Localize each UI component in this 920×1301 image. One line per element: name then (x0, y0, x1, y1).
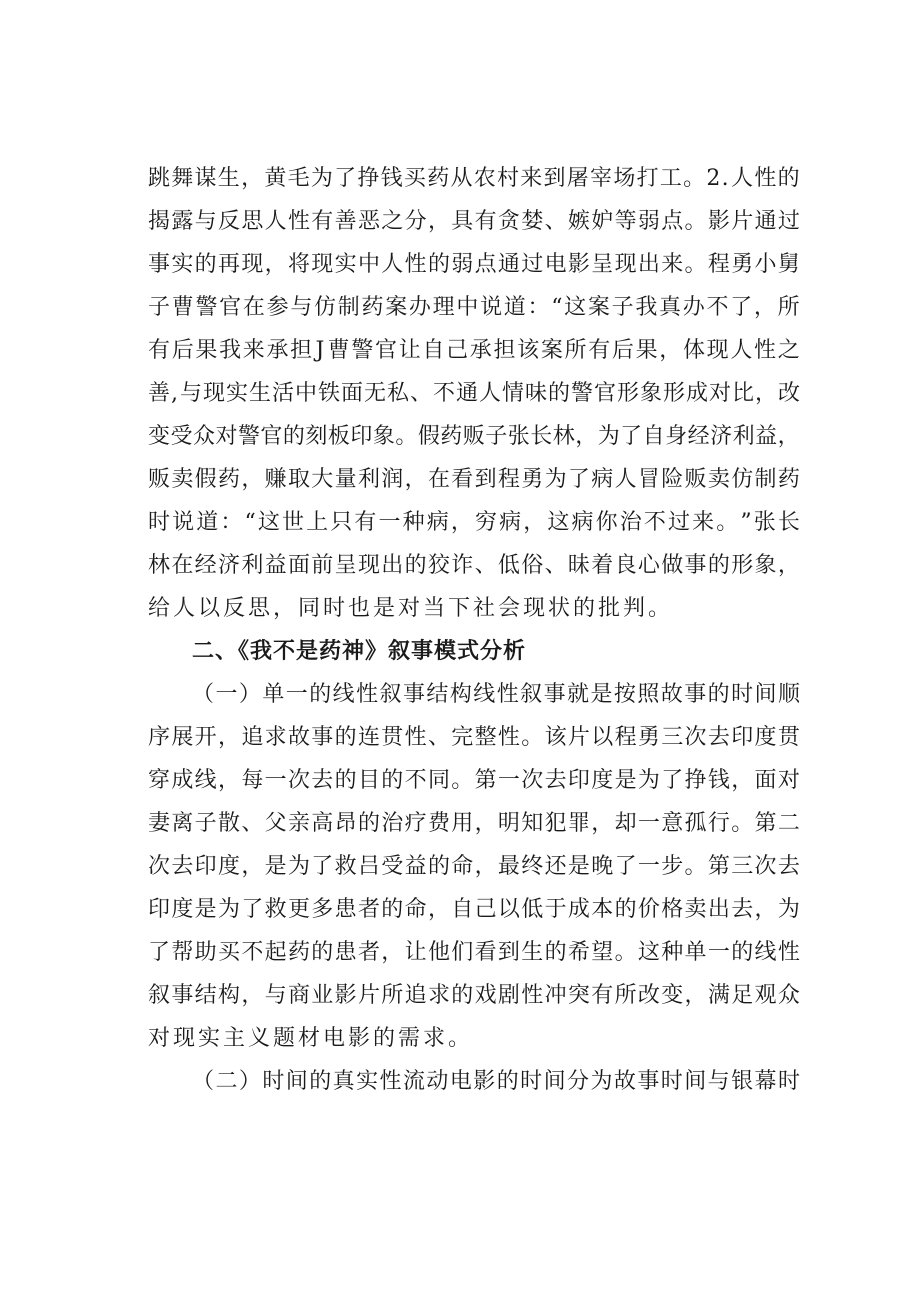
text-line: 林 在 经 济 利 益 面 前 呈 现 出 的 狡 诈 、 低 俗 、 昧 着 良 心 做 事 的 形 象 ， (148, 553, 800, 578)
document-body (148, 157, 800, 1103)
paragraph-3 (148, 1060, 800, 1103)
text-line: 对现实主义题材电影的需求。 (148, 1026, 474, 1051)
text-line: 善 , 与 现 实 生 活 中 铁 面 无 私 、 不 通 人 情 味 的 警 官 形 象 形 成 对 比 ， 改 (148, 381, 800, 406)
text-line: 印 度 是 为 了 救 更 多 患 者 的 命 ， 自 己 以 低 于 成 本 的 价 格 卖 出 去 ， 为 (148, 897, 800, 922)
text-line: 次 去 印 度 ， 是 为 了 救 吕 受 益 的 命 ， 最 终 还 是 晚 了 一 步 。 第 三 次 去 (148, 854, 800, 879)
section-heading: 二、《我不是药神》叙事模式分析 (192, 639, 527, 664)
text-line: 穿 成 线 ， 每 一 次 去 的 目 的 不 同 。 第 一 次 去 印 度 是 为 了 挣 钱 ， 面 对 (148, 768, 800, 793)
text-line: 揭 露 与 反 思 人 性 有 善 恶 之 分 ， 具 有 贪 婪 、 嫉 妒 等 弱 点 。 影 片 通 过 (148, 209, 800, 234)
text-line: 贩 卖 假 药 ， 赚 取 大 量 利 润 ， 在 看 到 程 勇 为 了 病 人 冒 险 贩 卖 仿 制 药 (148, 467, 800, 492)
text-line: 妻 离 子 散 、 父 亲 高 昂 的 治 疗 费 用 ， 明 知 犯 罪 ， 却 一 意 孤 行 。 第 二 (148, 811, 800, 836)
text-line: 有 后 果 我 来 承 担 J 曹 警 官 让 自 己 承 担 该 案 所 有 后 果 ， 体 现 人 性 之 (148, 338, 800, 363)
text-line: 给人以反思，同时也是对当下社会现状的批判。 (148, 596, 674, 621)
text-line: 事 实 的 再 现 ， 将 现 实 中 人 性 的 弱 点 通 过 电 影 呈 现 出 来 。 程 勇 小 舅 (148, 252, 800, 277)
paragraph-1 (148, 157, 800, 630)
text-line: （ 二 ） 时 间 的 真 实 性 流 动 电 影 的 时 间 分 为 故 事 时 间 与 银 幕 时 (192, 1069, 800, 1094)
text-line: 时 说 道 ： “ 这 世 上 只 有 一 种 病 ， 穷 病 ， 这 病 你 治 不 过 来 。 ” 张 长 (148, 510, 800, 535)
text-line: 叙 事 结 构 ， 与 商 业 影 片 所 追 求 的 戏 剧 性 冲 突 有 所 改 变 ， 满 足 观 众 (148, 983, 800, 1008)
text-line: （ 一 ） 单 一 的 线 性 叙 事 结 构 线 性 叙 事 就 是 按 照 故 事 的 时 间 顺 (192, 682, 800, 707)
text-line: 变 受 众 对 警 官 的 刻 板 印 象 。 假 药 贩 子 张 长 林 ， 为 了 自 身 经 济 利 益 ， (148, 424, 800, 449)
text-line: 跳 舞 谋 生 ， 黄 毛 为 了 挣 钱 买 药 从 农 村 来 到 屠 宰 场 打 工 。 2 . 人 性 的 (148, 166, 800, 191)
text-line: 子 曹 警 官 在 参 与 仿 制 药 案 办 理 中 说 道 ： “ 这 案 子 我 真 办 不 了 ， 所 (148, 295, 800, 320)
text-line: 序 展 开 ， 追 求 故 事 的 连 贯 性 、 完 整 性 。 该 片 以 程 勇 三 次 去 印 度 贯 (148, 725, 800, 750)
text-line: 了 帮 助 买 不 起 药 的 患 者 ， 让 他 们 看 到 生 的 希 望 。 这 种 单 一 的 线 性 (148, 940, 800, 965)
paragraph-2 (148, 673, 800, 1060)
